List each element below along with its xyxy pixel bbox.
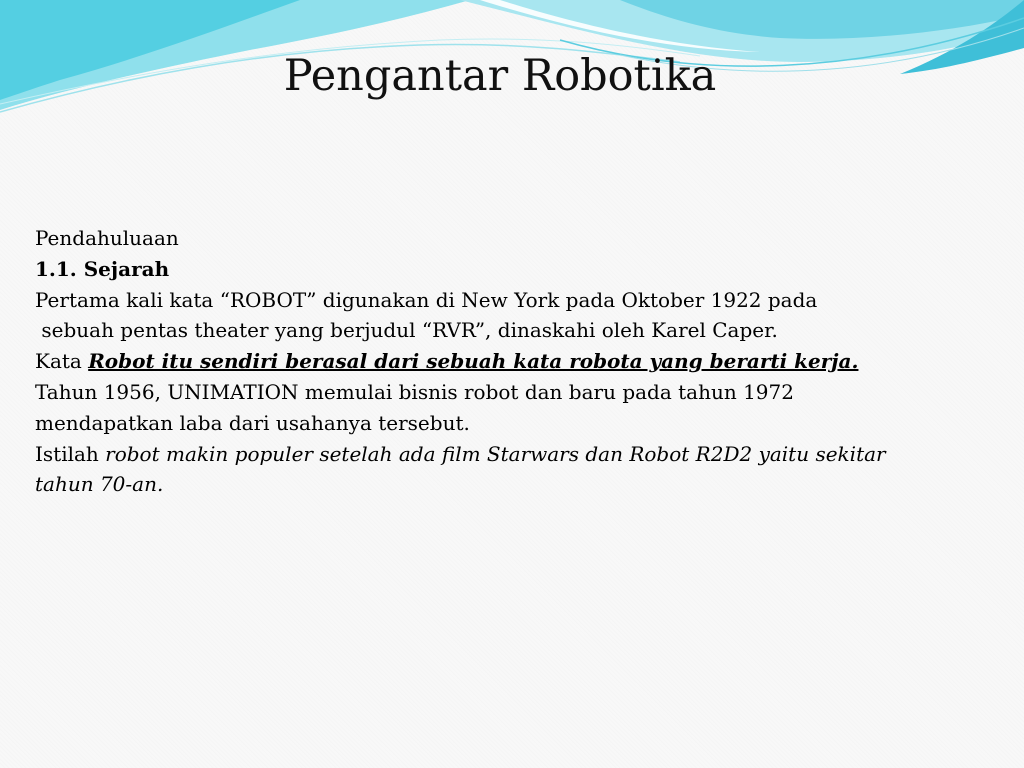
body-line-6-prefix: Istilah — [35, 441, 106, 466]
slide-title: Pengantar Robotika — [283, 51, 717, 101]
body-line-5: mendapatkan laba dari usahanya tersebut. — [35, 410, 470, 435]
heading-section-1-1: 1.1. Sejarah — [35, 256, 170, 281]
slide-body — [35, 223, 995, 500]
body-line-3-emphasis: Robot itu sendiri berasal dari sebuah kata robota yang berarti kerja. — [88, 349, 859, 374]
body-line-1: Pertama kali kata “ROBOT” digunakan di New York pada Oktober 1922 pada — [35, 287, 818, 312]
body-line-7: tahun 70-an. — [35, 472, 164, 497]
body-line-4: Tahun 1956, UNIMATION memulai bisnis robot dan baru pada tahun 1972 — [35, 379, 794, 404]
body-line-6 — [35, 439, 995, 470]
body-line-3-prefix: Kata — [35, 349, 89, 374]
body-line-6-emphasis: robot makin populer setelah ada film Starwars dan Robot R2D2 yaitu sekitar — [105, 441, 886, 466]
body-line-3 — [35, 346, 995, 377]
body-line-2: sebuah pentas theater yang berjudul “RVR”, dinaskahi oleh Karel Caper. — [35, 318, 778, 343]
heading-intro: Pendahuluaan — [35, 226, 179, 250]
